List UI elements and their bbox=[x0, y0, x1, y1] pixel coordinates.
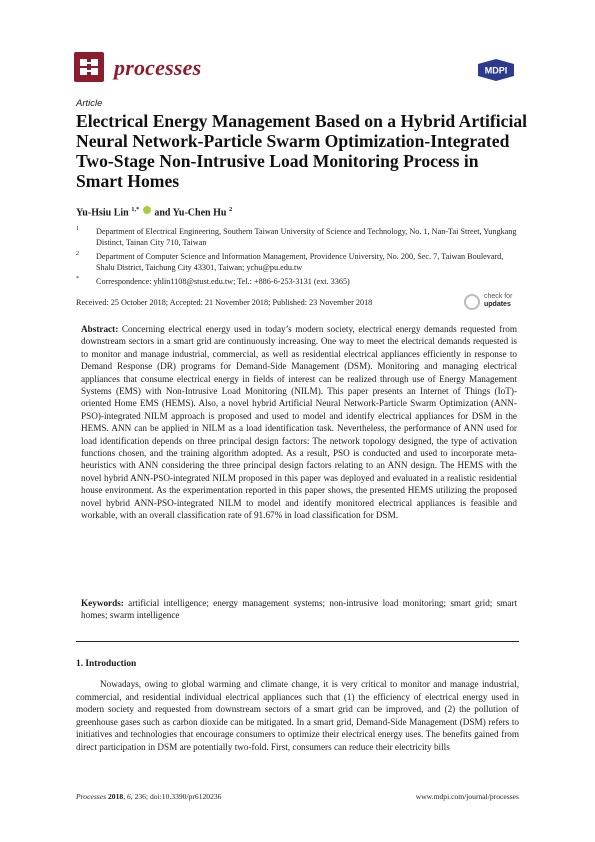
footer-citation: Processes 2018, 6, 236; doi:10.3390/pr6120236 bbox=[76, 792, 222, 801]
abstract-label: Abstract: bbox=[81, 324, 119, 334]
author-affiliation-ref: 2 bbox=[228, 206, 233, 213]
footer-url[interactable]: www.mdpi.com/journal/processes bbox=[415, 792, 519, 801]
footer-doi[interactable]: 236; doi:10.3390/pr6120236 bbox=[134, 792, 222, 801]
author-name[interactable]: Yu-Hsiu Lin bbox=[76, 207, 129, 219]
author-list bbox=[76, 206, 232, 218]
affiliation bbox=[76, 251, 519, 274]
orcid-icon[interactable] bbox=[143, 206, 151, 214]
check-updates-line1: check for bbox=[484, 293, 513, 300]
journal-name: processes bbox=[114, 55, 202, 80]
affiliation-number: 2 bbox=[76, 251, 79, 257]
check-updates-icon bbox=[464, 294, 480, 310]
affiliation-number: * bbox=[76, 276, 79, 282]
section-body-text: Nowadays, owing to global warming and climate change, it is very critical to monitor and manage industrial, commercial, and residential individual electrical appliances such that (1) the efficiency of electrical energy used in modern society and requested from downstream sectors of a smart grid can be improved, and (2) the pollution of greenhouse gases such as carbon dioxide can be mitigated. In a smart grid, Demand-Side Management (DSM) refers to initiatives and technologies that encourage consumers to optimize their electrical energy uses. The benefits gained from direct participation in DSM are potentially two-fold. First, consumers can reduce their electricity bills bbox=[76, 679, 519, 752]
affiliation-text: Department of Electrical Engineering, Southern Taiwan University of Science and Technology, No. 1, Nan-Tai Street, Yungkang Distinct, Tainan City 710, Taiwan bbox=[96, 227, 517, 248]
keywords bbox=[81, 597, 517, 622]
divider bbox=[76, 641, 519, 642]
check-for-updates-button[interactable] bbox=[464, 292, 518, 314]
correspondence-text[interactable]: Correspondence: yhlin1108@stust.edu.tw; Tel.: +886-6-253-3131 (ext. 3365) bbox=[96, 277, 350, 286]
footer-year: 2018 bbox=[108, 792, 124, 801]
keywords-label: Keywords: bbox=[81, 598, 124, 608]
author-connector: and bbox=[154, 207, 171, 219]
footer-volume: 6 bbox=[126, 792, 131, 801]
affiliation-number: 1 bbox=[76, 226, 79, 232]
affiliation bbox=[76, 226, 519, 249]
keywords-text: artificial intelligence; energy management systems; non-intrusive load monitoring; smart grid; smart homes; swarm intelligence bbox=[81, 598, 518, 621]
author-affiliation-ref: 1,* bbox=[131, 206, 140, 213]
publisher-name: MDPI bbox=[484, 65, 508, 76]
affiliation-text: Department of Computer Science and Information Management, Providence University, No. 200, Sec. 7, Taiwan Boulevard, Shalu District, Taichung City 43301, Taiwan; ychu@pu.edu.tw bbox=[96, 252, 504, 273]
check-updates-line2: updates bbox=[484, 301, 511, 308]
correspondence bbox=[76, 276, 519, 287]
author-name[interactable]: Yu-Chen Hu bbox=[172, 207, 227, 219]
journal-logo bbox=[74, 52, 104, 82]
article-type: Article bbox=[76, 98, 103, 109]
abstract-text: Concerning electrical energy used in today’s modern society, electrical energy demands requested from downstream sectors in a smart grid are continuously increasing. One way to meet the electrical demands requested is to monitor and manage industrial, commercial, as well as residential electrical appliances efficiently in response to Demand Response (DR) programs for Demand-Side Management (DSM). Monitoring and managing electrical appliances that consume electrical energy in fields of interest can be realized through use of Energy Management Systems (EMS) with Non-Intrusive Load Monitoring (NILM). This paper presents an Internet of Things (IoT)-oriented Home EMS (HEMS). Also, a novel hybrid Artificial Neural Network-Particle Swarm Optimization (ANN-PSO)-integrated NILM approach is proposed and used to model and identify electrical appliances for DSM in the HEMS. ANN can be applied in NILM as a load identification task. Nevertheless, the performance of ANN used for load identification depends on three principal design factors: The network topology designed, the type of activation functions chosen, and the training algorithm adopted. As a result, PSO is conducted and used to incorporate meta-heuristics with ANN considering the three principal design factors relating to an ANN design. The HEMS with the novel hybrid ANN-PSO-integrated NILM proposed in this paper was deployed and evaluated in a realistic residential house environment. As the experimentation reported in this paper shows, the presented HEMS utilizing the proposed novel hybrid ANN-PSO-integrated NILM to model and identify monitored electrical appliances is feasible and workable, with an overall classification rate of 91.67% in load classification for DSM. bbox=[81, 324, 517, 521]
section-heading: 1. Introduction bbox=[76, 659, 137, 669]
publication-dates: Received: 25 October 2018; Accepted: 21 November 2018; Published: 23 November 2018 bbox=[76, 298, 373, 307]
abstract bbox=[81, 323, 517, 522]
mdpi-logo-icon bbox=[474, 58, 518, 82]
footer-journal: Processes bbox=[76, 792, 107, 801]
processes-logo-icon bbox=[80, 59, 98, 75]
article-title: Electrical Energy Management Based on a Hybrid Artificial Neural Network-Particle Swarm Optimization-Integrated Two-Stage Non-Intrusive Load Monitoring Process in Smart Homes bbox=[76, 111, 528, 191]
